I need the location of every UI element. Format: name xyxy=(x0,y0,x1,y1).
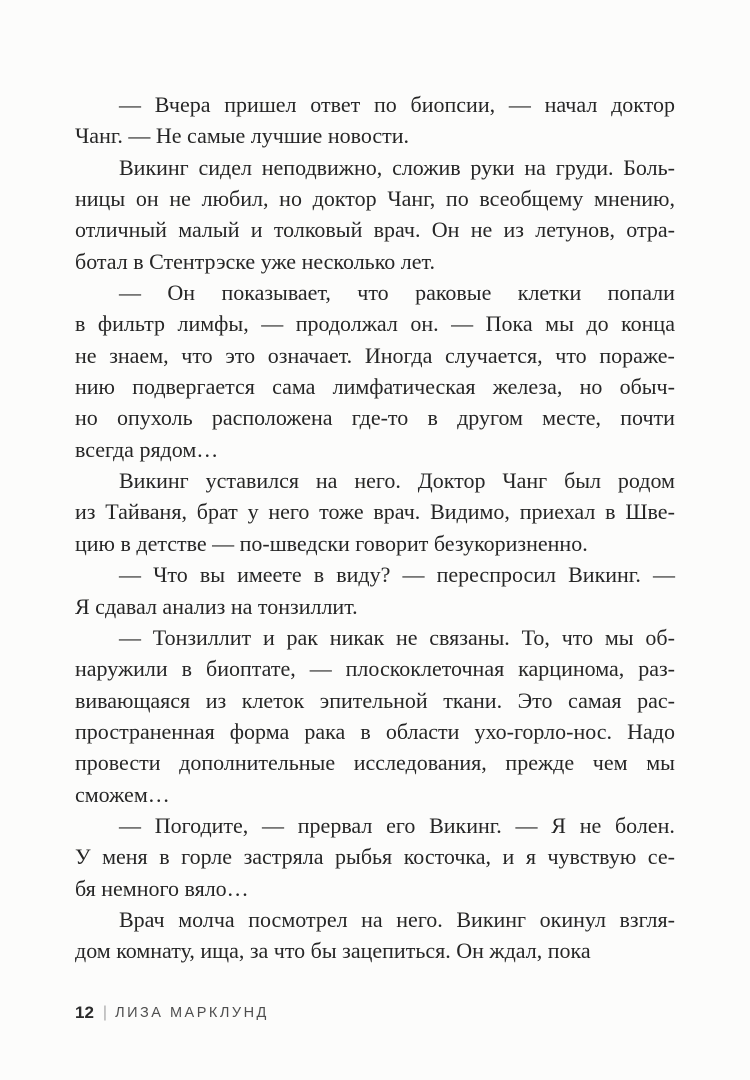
text-line: дом комнату, ища, за что бы зацепиться. Он ждал, пока xyxy=(75,938,591,964)
text-line: ницы он не любил, но доктор Чанг, по всеобщему мнению, xyxy=(75,186,675,212)
page-footer xyxy=(75,1003,269,1023)
author-name: ЛИЗА МАРКЛУНД xyxy=(115,1005,269,1021)
text-line: У меня в горле застряла рыбья косточка, и я чувствую се- xyxy=(75,844,675,870)
paragraph xyxy=(75,622,675,810)
paragraph xyxy=(75,559,675,622)
text-line: Викинг уставился на него. Доктор Чанг был родом xyxy=(119,468,675,494)
text-line: всегда рядом… xyxy=(75,436,219,462)
text-line: — Что вы имеете в виду? — переспросил Викинг. — xyxy=(119,562,675,588)
text-line: Чанг. — Не самые лучшие новости. xyxy=(75,123,410,149)
text-line: — Погодите, — прервал его Викинг. — Я не болен. xyxy=(119,812,675,838)
paragraph xyxy=(75,152,675,277)
text-line: отличный малый и толковый врач. Он не из летунов, отра- xyxy=(75,217,675,243)
text-line: Я сдавал анализ на тонзиллит. xyxy=(75,593,358,619)
text-line: из Тайваня, брат у него тоже врач. Видимо, приехал в Шве- xyxy=(75,499,675,525)
text-line: бя немного вяло… xyxy=(75,875,249,901)
text-line: ботал в Стентрэске уже несколько лет. xyxy=(75,248,435,274)
text-line: Викинг сидел неподвижно, сложив руки на груди. Боль- xyxy=(119,154,675,180)
text-line: пространенная форма рака в области ухо-горло-нос. Надо xyxy=(75,718,675,744)
paragraph xyxy=(75,810,675,904)
paragraph xyxy=(75,904,675,967)
text-line: — Вчера пришел ответ по биопсии, — начал доктор xyxy=(119,92,675,117)
text-line: не знаем, что это означает. Иногда случается, что пораже- xyxy=(75,342,675,368)
text-line: сможем… xyxy=(75,781,170,807)
paragraph xyxy=(75,465,675,559)
text-line: провести дополнительные исследования, прежде чем мы xyxy=(75,750,675,776)
text-line: — Он показывает, что раковые клетки попали xyxy=(119,280,675,306)
page-number: 12 xyxy=(75,1003,94,1022)
text-block xyxy=(75,89,675,967)
text-line: вивающаяся из клеток эпительной ткани. Это самая рас- xyxy=(75,687,675,713)
text-line: наружили в биоптате, — плоскоклеточная карцинома, раз- xyxy=(75,656,675,682)
text-line: — Тонзиллит и рак никак не связаны. То, что мы об- xyxy=(119,624,675,650)
text-line: нию подвергается сама лимфатическая железа, но обыч- xyxy=(75,374,675,400)
text-line: в фильтр лимфы, — продолжал он. — Пока мы до конца xyxy=(75,311,675,337)
text-line: цию в детстве — по-шведски говорит безукоризненно. xyxy=(75,530,588,556)
paragraph xyxy=(75,277,675,465)
text-line: но опухоль расположена где-то в другом месте, почти xyxy=(75,405,675,431)
paragraph xyxy=(75,89,675,152)
footer-separator: | xyxy=(102,1004,108,1021)
text-line: Врач молча посмотрел на него. Викинг окинул взгля- xyxy=(119,906,675,932)
